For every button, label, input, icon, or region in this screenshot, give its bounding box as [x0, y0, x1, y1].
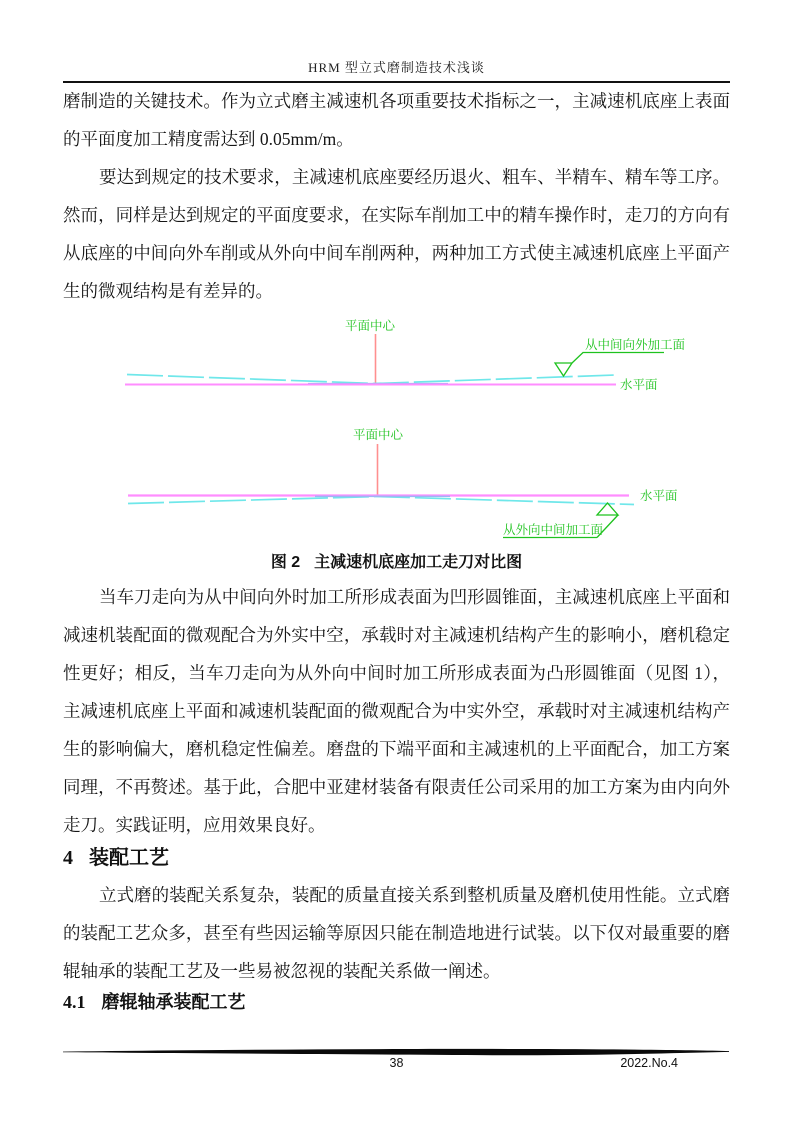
subsection-heading-roller-bearing [63, 988, 730, 1016]
horizontal-plane-label-bottom: 水平面 [640, 489, 678, 503]
machined-center-outward-label: 从中间向外加工面 [585, 338, 686, 352]
section-number: 4 [63, 847, 73, 869]
diagram-outward-center [128, 427, 678, 538]
plane-center-label-top: 平面中心 [344, 319, 396, 333]
paragraph-machining-requirements: 要达到规定的技术要求，主减速机底座要经历退火、粗车、半精车、精车等工序。然而，同样是达到规定的平面度要求，在实际车削加工中的精车操作时，走刀的方向有从底座的中间向外车削或从外向中间车削两种，两种加工方式使主减速机底座上平面产生的微观结构是有差异的。 [63, 167, 730, 301]
leader-line-top [572, 353, 664, 364]
plane-center-label-bottom: 平面中心 [352, 428, 404, 442]
journal-issue: 2022.No.4 [620, 1056, 678, 1070]
paragraph-continued: 磨制造的关键技术。作为立式磨主减速机各项重要技术指标之一，主减速机底座上表面的平面度加工精度需达到 0.05mm/m。 [63, 91, 730, 149]
paragraph-assembly-overview: 立式磨的装配关系复杂，装配的质量直接关系到整机质量及磨机使用性能。立式磨的装配工艺众多，甚至有些因运输等原因只能在制造地进行试装。以下仅对最重要的磨辊轴承的装配工艺及一些易被忽视的装配关系做一阐述。 [63, 885, 730, 981]
section-heading-assembly [63, 843, 730, 873]
machined-surface-convex [128, 497, 634, 505]
footer-bar-shape [63, 1049, 729, 1055]
diagram-center-outward [125, 318, 685, 392]
running-header-title: HRM 型立式磨制造技术浅谈 [308, 60, 485, 75]
page-number: 38 [389, 1056, 404, 1070]
section-title: 装配工艺 [89, 847, 169, 869]
figure-tool-path-comparison-diagram [0, 300, 793, 550]
paragraph-surface-analysis: 当车刀走向为从中间向外时加工所形成表面为凹形圆锥面，主减速机底座上平面和减速机装配面的微观配合为外实中空，承载时对主减速机结构产生的影响小，磨机稳定性更好；相反，当车刀走向为从外向中间时加工所形成表面为凸形圆锥面（见图 1），主减速机底座上平面和减速机装配面的微观配合为中实外空，承载时对主减速机结构产生的影响偏大，磨机稳定性偏差。磨盘的下端平面和主减速机的上平面配合，加工方案同理，不再赘述。基于此，合肥中亚建材装备有限责任公司采用的加工方案为由内向外走刀。实践证明，应用效果良好。 [63, 587, 730, 835]
machined-outward-center-label: 从外向中间加工面 [503, 523, 604, 537]
surface-finish-triangle-icon-up [597, 503, 618, 515]
surface-finish-triangle-icon-down [555, 363, 572, 376]
subsection-number: 4.1 [63, 992, 86, 1012]
figure-caption [0, 549, 793, 572]
machined-surface-concave [127, 375, 616, 384]
horizontal-plane-label-top: 水平面 [620, 378, 658, 392]
figure-caption-number: 图 2 [270, 554, 301, 571]
subsection-title: 磨辊轴承装配工艺 [101, 992, 246, 1012]
figure-caption-text: 主减速机底座加工走刀对比图 [314, 554, 523, 571]
